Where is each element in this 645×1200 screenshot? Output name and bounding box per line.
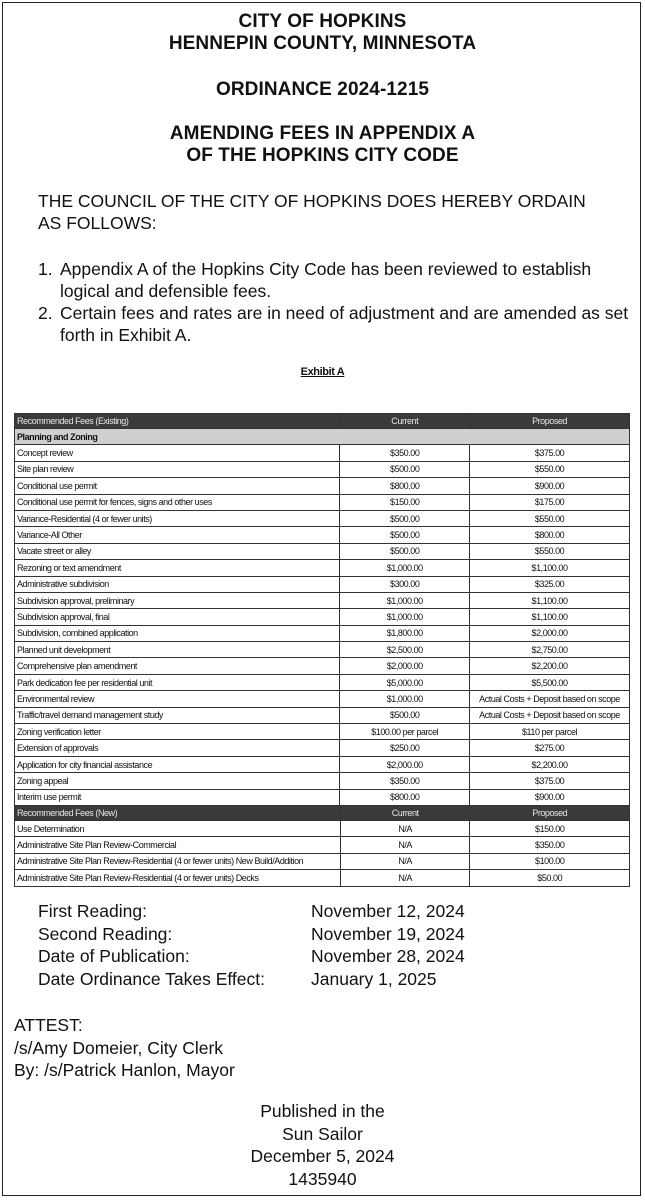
second-reading-row: Second Reading: November 19, 2024 — [38, 923, 465, 944]
attest-block — [14, 1014, 235, 1082]
fee-name-cell: Site plan review — [15, 461, 340, 477]
fee-name-cell: Vacate street or alley — [15, 543, 340, 559]
current-fee-cell: $350.00 — [340, 445, 470, 461]
attest-heading: ATTEST: — [14, 1015, 83, 1035]
proposed-fee-cell: $150.00 — [470, 821, 630, 837]
ordinance-items — [38, 258, 638, 346]
section-label: Planning and Zoning — [15, 429, 630, 445]
fee-name-cell: Extension of approvals — [15, 740, 340, 756]
proposed-fee-cell: $2,200.00 — [470, 658, 630, 674]
proposed-fee-cell: Actual Costs + Deposit based on scope — [470, 707, 630, 723]
ordinance-title-line1: AMENDING FEES IN APPENDIX A — [169, 123, 476, 144]
table-row — [15, 494, 630, 510]
current-fee-cell: $2,500.00 — [340, 642, 470, 658]
table-row — [15, 691, 630, 707]
current-fee-cell: $1,000.00 — [340, 592, 470, 608]
current-fee-cell: $800.00 — [340, 789, 470, 805]
proposed-fee-cell: $2,000.00 — [470, 625, 630, 641]
proposed-fee-cell: $375.00 — [470, 445, 630, 461]
table-row — [15, 853, 630, 869]
proposed-fee-cell: $900.00 — [470, 478, 630, 494]
table-row — [15, 609, 630, 625]
proposed-fee-cell: $5,500.00 — [470, 674, 630, 690]
current-fee-cell: $100.00 per parcel — [340, 724, 470, 740]
fee-name-cell: Subdivision, combined application — [15, 625, 340, 641]
proposed-fee-cell: $325.00 — [470, 576, 630, 592]
proposed-fee-cell: $1,100.00 — [470, 592, 630, 608]
table-row — [15, 789, 630, 805]
fee-name-cell: Use Determination — [15, 821, 341, 837]
proposed-fee-cell: $275.00 — [470, 740, 630, 756]
intro-line1: THE COUNCIL OF THE CITY OF HOPKINS DOES HEREBY ORDAIN — [38, 191, 586, 211]
fee-name-cell: Planned unit development — [15, 642, 340, 658]
fee-name-cell: Application for city financial assistance — [15, 756, 340, 772]
current-fee-cell: N/A — [340, 853, 470, 869]
proposed-fee-cell: $550.00 — [470, 461, 630, 477]
column-header: Proposed — [470, 414, 630, 429]
publication-info — [0, 1100, 645, 1190]
table-row — [15, 461, 630, 477]
section-row — [15, 429, 630, 445]
table-header-row — [15, 806, 630, 821]
city-clerk-signature: /s/Amy Domeier, City Clerk — [14, 1037, 224, 1058]
proposed-fee-cell: $550.00 — [470, 543, 630, 559]
city-heading: CITY OF HOPKINS — [238, 11, 407, 32]
fee-name-cell: Environmental review — [15, 691, 340, 707]
current-fee-cell: $1,000.00 — [340, 560, 470, 576]
table-row — [15, 658, 630, 674]
table-row — [15, 527, 630, 543]
table-row — [15, 740, 630, 756]
current-fee-cell: $500.00 — [340, 510, 470, 526]
fee-name-cell: Administrative Site Plan Review-Residential (4 or fewer units) New Build/Addition — [15, 853, 341, 869]
fee-name-cell: Traffic/travel demand management study — [15, 707, 340, 723]
table-row — [15, 625, 630, 641]
table-row — [15, 478, 630, 494]
table-row — [15, 543, 630, 559]
table-row — [15, 707, 630, 723]
proposed-fee-cell: $550.00 — [470, 510, 630, 526]
fee-name-cell: Administrative Site Plan Review-Commercial — [15, 837, 341, 853]
proposed-fee-cell: $50.00 — [470, 870, 630, 886]
table-row — [15, 724, 630, 740]
table-row — [15, 576, 630, 592]
table-row — [15, 642, 630, 658]
proposed-fee-cell: $1,100.00 — [470, 560, 630, 576]
current-fee-cell: $2,000.00 — [340, 658, 470, 674]
newspaper-name: Sun Sailor — [282, 1123, 363, 1144]
publication-date: December 5, 2024 — [250, 1146, 395, 1167]
current-fee-cell: N/A — [340, 870, 470, 886]
proposed-fee-cell: Actual Costs + Deposit based on scope — [470, 691, 630, 707]
ordinance-item-1: 1. Appendix A of the Hopkins City Code has been reviewed to establish logical and defensible fees. — [38, 259, 592, 301]
column-header: Proposed — [470, 806, 630, 821]
notice-id: 1435940 — [288, 1168, 357, 1189]
mayor-signature: By: /s/Patrick Hanlon, Mayor — [14, 1060, 235, 1081]
proposed-fee-cell: $900.00 — [470, 789, 630, 805]
fee-name-cell: Administrative Site Plan Review-Residential (4 or fewer units) Decks — [15, 870, 341, 886]
column-header: Recommended Fees (New) — [15, 806, 341, 821]
table-row — [15, 510, 630, 526]
table-row — [15, 560, 630, 576]
intro-line2: AS FOLLOWS: — [38, 213, 157, 233]
ordinance-item-2: 2. Certain fees and rates are in need of adjustment and are amended as set forth in Exhibit A. — [38, 303, 629, 345]
current-fee-cell: $350.00 — [340, 773, 470, 789]
intro-paragraph — [38, 190, 638, 234]
current-fee-cell: $300.00 — [340, 576, 470, 592]
current-fee-cell: $500.00 — [340, 543, 470, 559]
fee-name-cell: Zoning verification letter — [15, 724, 340, 740]
proposed-fee-cell: $375.00 — [470, 773, 630, 789]
proposed-fee-cell: $800.00 — [470, 527, 630, 543]
fee-name-cell: Subdivision approval, preliminary — [15, 592, 340, 608]
table-row — [15, 674, 630, 690]
proposed-fee-cell: $350.00 — [470, 837, 630, 853]
exhibit-title: Exhibit A — [300, 366, 345, 378]
current-fee-cell: N/A — [340, 821, 470, 837]
first-reading-row: First Reading: November 12, 2024 — [38, 901, 465, 921]
fee-name-cell: Conditional use permit for fences, signs and other uses — [15, 494, 340, 510]
proposed-fee-cell: $2,750.00 — [470, 642, 630, 658]
existing-fees-table — [14, 413, 630, 806]
ordinance-number: ORDINANCE 2024-1215 — [215, 79, 430, 100]
table-row — [15, 445, 630, 461]
column-header: Recommended Fees (Existing) — [15, 414, 340, 429]
fee-name-cell: Comprehensive plan amendment — [15, 658, 340, 674]
new-fees-table — [14, 805, 630, 887]
proposed-fee-cell: $100.00 — [470, 853, 630, 869]
table-row — [15, 870, 630, 886]
fee-name-cell: Rezoning or text amendment — [15, 560, 340, 576]
current-fee-cell: $5,000.00 — [340, 674, 470, 690]
fee-name-cell: Administrative subdivision — [15, 576, 340, 592]
proposed-fee-cell: $175.00 — [470, 494, 630, 510]
table-row — [15, 773, 630, 789]
fee-name-cell: Conditional use permit — [15, 478, 340, 494]
ordinance-title-line2: OF THE HOPKINS CITY CODE — [186, 145, 459, 166]
current-fee-cell: $150.00 — [340, 494, 470, 510]
reading-dates — [38, 900, 465, 990]
fee-name-cell: Concept review — [15, 445, 340, 461]
current-fee-cell: $1,800.00 — [340, 625, 470, 641]
table-row — [15, 756, 630, 772]
fee-name-cell: Variance-All Other — [15, 527, 340, 543]
table-row — [15, 837, 630, 853]
current-fee-cell: $1,000.00 — [340, 691, 470, 707]
current-fee-cell: $250.00 — [340, 740, 470, 756]
county-heading: HENNEPIN COUNTY, MINNESOTA — [168, 33, 477, 54]
publication-date-row: Date of Publication: November 28, 2024 — [38, 946, 465, 967]
table-header-row — [15, 414, 630, 429]
fee-name-cell: Interim use permit — [15, 789, 340, 805]
fee-name-cell: Park dedication fee per residential unit — [15, 674, 340, 690]
current-fee-cell: N/A — [340, 837, 470, 853]
current-fee-cell: $500.00 — [340, 707, 470, 723]
current-fee-cell: $800.00 — [340, 478, 470, 494]
column-header: Current — [340, 414, 470, 429]
current-fee-cell: $1,000.00 — [340, 609, 470, 625]
table-row — [15, 821, 630, 837]
current-fee-cell: $500.00 — [340, 527, 470, 543]
proposed-fee-cell: $2,200.00 — [470, 756, 630, 772]
current-fee-cell: $2,000.00 — [340, 756, 470, 772]
published-in: Published in the — [260, 1101, 385, 1121]
column-header: Current — [340, 806, 470, 821]
proposed-fee-cell: $110 per parcel — [470, 724, 630, 740]
current-fee-cell: $500.00 — [340, 461, 470, 477]
proposed-fee-cell: $1,100.00 — [470, 609, 630, 625]
fee-name-cell: Zoning appeal — [15, 773, 340, 789]
effective-date-row: Date Ordinance Takes Effect: January 1, 2025 — [38, 968, 437, 989]
fee-name-cell: Subdivision approval, final — [15, 609, 340, 625]
fee-name-cell: Variance-Residential (4 or fewer units) — [15, 510, 340, 526]
table-row — [15, 592, 630, 608]
